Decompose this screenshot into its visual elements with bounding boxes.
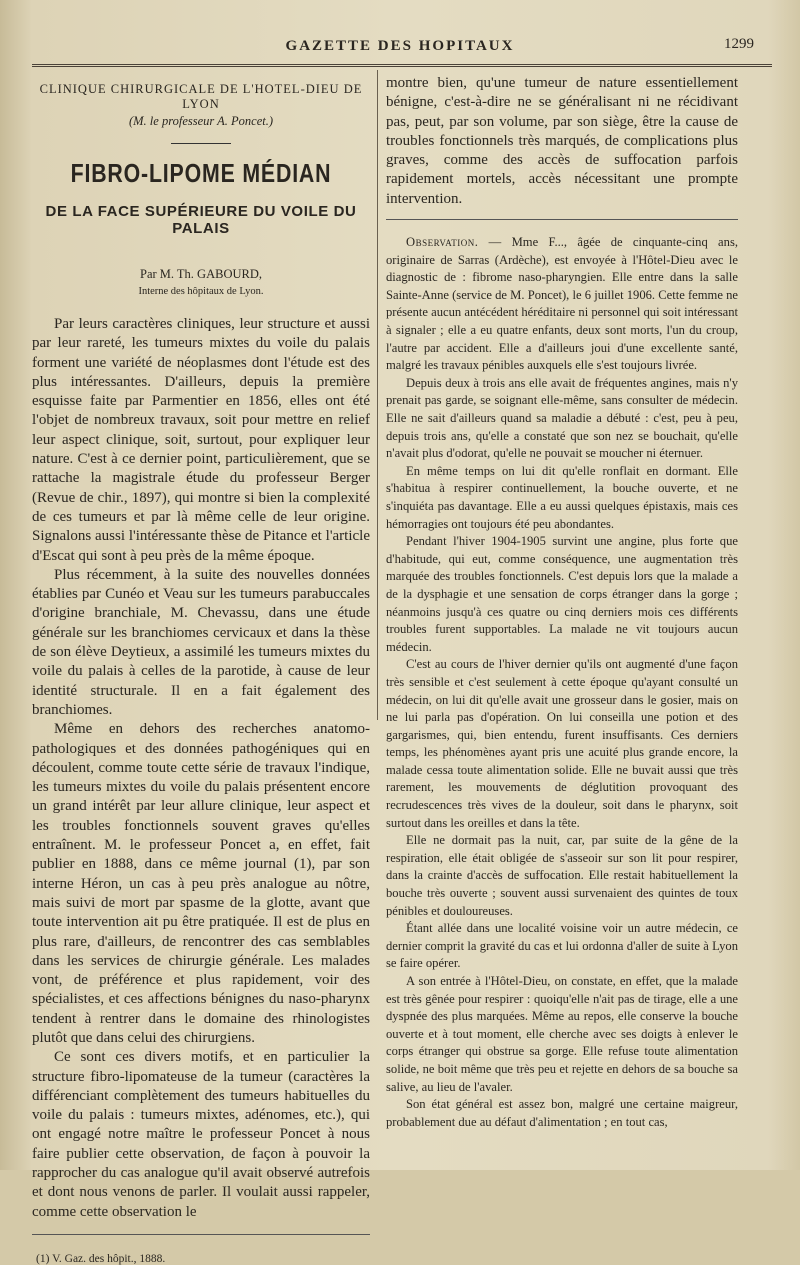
professor-line: (M. le professeur A. Poncet.) — [128, 114, 274, 128]
observation-label: Observation. — [406, 235, 479, 250]
left-column — [32, 74, 370, 1265]
paragraph: Pendant l'hiver 1904-1905 survint une angine, plus forte que d'habitude, qui eut, comme conséquence, une augmentation très marquée des troubles fonctionnels. C'est depuis lors que la malade a de la dysphagie et une sensation de corps étranger dans la gorge ; néanmoins jusqu'à ces quatre ou cinq derniers mois ces différents troubles furent supportables. La malade ne vit toujours aucun médecin. — [386, 534, 738, 654]
right-column — [386, 74, 738, 1131]
paragraph: A son entrée à l'Hôtel-Dieu, on constate, en effet, que la malade est très gênée pour respirer : quoiqu'elle n'ait pas de tirage, elle a une dyspnée des plus marquées. Même au repos, elle conserve la bouche ouverte et à tout moment, elle cherche avec ses doigts à enlever le corps étranger qui obstrue sa gorge. Elle refuse toute alimentation solide, ne boit même que très peu et rejette en dehors de sa bouche sa salive, au lieu de l'avaler. — [386, 974, 738, 1094]
author-role: Interne des hôpitaux de Lyon. — [138, 286, 264, 297]
observation-body — [386, 234, 738, 1131]
article-title: FIBRO-LIPOME MÉDIAN — [70, 158, 332, 188]
article-subtitle: DE LA FACE SUPÉRIEURE DU VOILE DU PALAIS — [45, 203, 357, 237]
paragraph: En même temps on lui dit qu'elle ronflait en dormant. Elle s'habitua à respirer continuellement, la bouche ouverte, et ne s'inquiéta pas davantage. Elle a eu aussi quelques épistaxis, mais ces hémorragies ont toujours été peu abondantes. — [386, 463, 738, 531]
observation-text: — Mme F..., âgée de cinquante-cinq ans, originaire de Sarras (Ardèche), est envoyée à l'Hôtel-Dieu avec le diagnostic de : fibrome naso-pharyngien. Elle entre dans la salle Sainte-Anne (service de M. Poncet), le 6 juillet 1906. Cette femme ne présente aucun antécédent héréditaire ni personnel qui soit intéressant à signaler ; elle a eu quatre enfants, deux sont morts, l'un du croup, l'autre par accident. Elle a d'ailleurs joui d'une excellente santé, malgré les travaux pénibles auxquels elle s'est toujours livrée. — [386, 235, 738, 373]
page-number: 1299 — [724, 36, 754, 52]
paragraph: Étant allée dans une localité voisine voir un autre médecin, ce dernier comprit la gravité du cas et lui ordonna d'aller de suite à Lyon se faire opérer. — [386, 921, 738, 971]
clinic-heading: CLINIQUE CHIRURGICALE DE L'HOTEL-DIEU DE LYON — [39, 82, 363, 111]
journal-title: GAZETTE DES HOPITAUX — [285, 38, 515, 54]
paragraph: Par leurs caractères cliniques, leur structure et aussi par leur rareté, les tumeurs mixtes du voile du palais forment une variété de néoplasmes dont l'étude est des plus intéressantes. D'ailleurs, depuis la première esquisse faite par Parmentier en 1856, elles ont été l'objet de nombreux travaux, soit pour mettre en relief leur aspect clinique, soit, surtout, pour expliquer leur nature. C'est à ce dernier point, particulièrement, que se rattache la magistrale étude du professeur Berger (Revue de chir., 1897), qui montre si bien la complexité de ces tumeurs et par là même celle de leur origine. Signalons aussi l'intéressante thèse de Pitance et l'article d'Escat qui sont à peu près de la même époque. — [32, 316, 370, 564]
author-byline: Par M. Th. GABOURD, — [140, 267, 262, 281]
paragraph: Plus récemment, à la suite des nouvelles données établies par Cunéo et Veau sur les tumeurs parabuccales d'origine branchiale, M. Chevassu, dans une étude générale sur les branchiomes cervicaux et dans la thèse de son élève Deytieux, a assimilé les tumeurs mixtes du voile du palais à celles de la parotide, à cause de leur identité structurale. Il en a fait également des branchiomes. — [32, 566, 370, 718]
footnote: (1) V. Gaz. des hôpit., 1888. — [36, 1252, 166, 1265]
paragraph: Depuis deux à trois ans elle avait de fréquentes angines, mais n'y prenait pas garde, se soignant elle-même, sans consulter de médecin. Elle ne sait d'ailleurs quand sa maladie a débuté : c'est, peu à peu, depuis trois ans, qu'elle a constaté que son nez se bouchait, qu'elle n'avait plus d'odorat, qu'elle ne pouvait se moucher ni éternuer. — [386, 375, 738, 461]
paragraph: Elle ne dormait pas la nuit, car, par suite de la gêne de la respiration, elle était obligée de s'asseoir sur son lit pour respirer, dans la crainte d'accès de suffocation. Elle restait habituellement la bouche très ouverte ; souvent aussi survenaient des quintes de toux pénibles et douloureuses. — [386, 833, 738, 918]
paragraph: Son état général est assez bon, malgré une certaine maigreur, probablement due au défaut d'alimentation ; en tout cas, — [386, 1097, 738, 1129]
footnote-rule — [32, 1234, 370, 1235]
paragraph: Ce sont ces divers motifs, et en particulier la structure fibro-lipomateuse de la tumeur (caractères la différenciant complètement des tumeurs habituelles du voile du palais : tumeurs mixtes, adénomes, etc.), qui ont engagé notre maître le professeur Poncet à nous faire publier cette observation, de façon à pouvoir la rapprocher du cas analogue qu'il avait observé autrefois et dont nous venons de parler. Il voulait aussi rappeler, comme cette observation le — [32, 1049, 370, 1220]
paragraph: montre bien, qu'une tumeur de nature essentiellement bénigne, c'est-à-dire ne se généralisant ni ne récidivant pas, peut, par son volume, par son siège, être la cause de troubles fonctionnels très marqués, de complications plus graves, comme des accès de suffocation parfois rapidement mortels, accès nécessitant une prompte intervention. — [386, 75, 738, 207]
column-divider — [377, 70, 378, 720]
header-rule — [32, 64, 772, 67]
paragraph: Même en dehors des recherches anatomo-pathologiques et des données pathogéniques qui en découlent, comme toute cette série de travaux l'indique, les tumeurs mixtes du voile du palais présentent encore un grand intérêt par leur allure clinique, leur aspect et les troubles fonctionnels souvent graves qu'elles entraînent. M. le professeur Poncet a, en effet, fait publier en 1888, dans ce même journal (1), par son interne Héron, un cas à peu près analogue au nôtre, mais suivi de mort par spasme de la glotte, avant que toute intervention ait pu être pratiquée. Il est de plus en plus rare, d'ailleurs, de rencontrer des cas semblables dans les services de chirurgie générale. Les malades vont, de préférence et plus rapidement, voir des spécialistes, et ces affections bénignes du naso-pharynx tendent à rentrer dans le domaine des rhinologistes plutôt que dans celui des chirurgiens. — [32, 721, 370, 1046]
right-intro — [386, 74, 738, 209]
section-rule — [386, 219, 738, 220]
left-body — [32, 315, 370, 1222]
observation-paragraph — [386, 234, 738, 375]
paragraph: C'est au cours de l'hiver dernier qu'ils ont augmenté d'une façon très sensible et c'est seulement à cette époque qu'ayant consulté un médecin, on lui dit qu'elle avait une grosseur dans le gosier, mais on ne lui parla pas d'opération. On lui conseilla une potion et des gargarismes, qui, bien entendu, furent insuffisants. Ces derniers temps, les phénomènes ayant pris une acuité plus grande encore, la malade cessa toute alimentation solide. Elle ne buvait aussi que très rarement, les mouvements de déglutition provoquant des recrudescences très vives de la douleur, soit dans le pharynx, soit surtout dans les oreilles et dans la tête. — [386, 657, 738, 830]
title-rule — [171, 143, 231, 144]
